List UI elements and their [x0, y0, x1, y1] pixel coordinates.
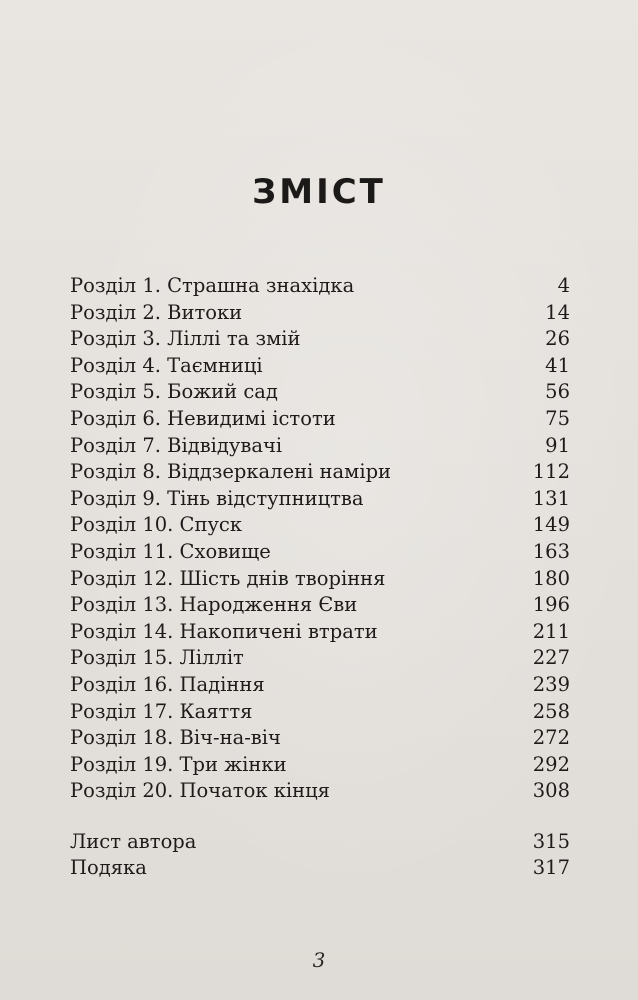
toc-page: 180	[532, 566, 570, 590]
toc-label: Розділ 17. Каяття	[70, 699, 253, 723]
toc-row	[70, 725, 570, 752]
toc-page: 308	[532, 779, 570, 803]
toc-page: 258	[532, 699, 570, 723]
toc-page: 4	[557, 274, 570, 297]
toc-label: Розділ 13. Народження Єви	[70, 593, 358, 617]
toc-label: Розділ 3. Ліллі та змій	[70, 327, 301, 351]
toc-page: 211	[532, 619, 570, 643]
toc-page: 41	[545, 353, 570, 377]
toc-row	[70, 353, 570, 380]
toc-row	[70, 379, 570, 406]
toc-label: Розділ 16. Падіння	[70, 672, 265, 696]
toc-row	[70, 672, 570, 699]
toc-row	[70, 273, 570, 300]
toc-row	[70, 512, 570, 539]
toc-label: Розділ 6. Невидимі істоти	[70, 406, 336, 430]
toc-row	[70, 619, 570, 646]
toc-row	[70, 300, 570, 327]
toc-page: 239	[532, 672, 570, 696]
toc-label: Розділ 15. Ліллiт	[70, 646, 244, 670]
toc-page: 292	[532, 752, 570, 776]
toc-page: 196	[532, 593, 570, 617]
toc-row	[70, 752, 570, 779]
toc-row	[70, 699, 570, 726]
toc-row	[70, 486, 570, 513]
toc-label: Розділ 9. Тінь відступництва	[70, 486, 364, 510]
chapter-list	[70, 273, 570, 805]
toc-row	[70, 406, 570, 433]
toc-page: 315	[532, 829, 570, 853]
toc-row	[70, 829, 570, 856]
toc-page: 227	[532, 646, 570, 670]
toc-label: Розділ 10. Спуск	[70, 513, 243, 537]
toc-page: 75	[545, 406, 570, 430]
toc-row	[70, 433, 570, 460]
extras-list	[70, 829, 570, 882]
toc-label: Розділ 19. Три жінки	[70, 752, 287, 776]
toc-page: 26	[545, 327, 570, 351]
toc-page: 149	[532, 513, 570, 537]
toc-row	[70, 778, 570, 805]
toc-label: Розділ 18. Віч-на-віч	[70, 726, 281, 750]
toc-page: 56	[545, 380, 570, 404]
toc-page: 131	[532, 486, 570, 510]
section-gap	[70, 805, 570, 829]
toc-page: 317	[532, 856, 570, 880]
toc-row	[70, 326, 570, 353]
toc-page: 91	[545, 433, 570, 457]
toc-row	[70, 459, 570, 486]
toc-row	[70, 592, 570, 619]
toc-label: Розділ 20. Початок кінця	[70, 779, 330, 803]
toc-row	[70, 566, 570, 593]
toc-row	[70, 539, 570, 566]
page-title: ЗМІСТ	[252, 172, 386, 212]
toc-label: Розділ 4. Таємниці	[70, 353, 263, 377]
toc-row	[70, 855, 570, 882]
toc-page: 272	[532, 726, 570, 750]
toc-page: 112	[532, 460, 570, 484]
toc-label: Розділ 8. Віддзеркалені наміри	[70, 460, 392, 484]
toc-label: Подяка	[70, 856, 147, 880]
toc-label: Лист автора	[70, 829, 197, 853]
toc-label: Розділ 7. Відвідувачі	[70, 433, 283, 457]
toc-page: 14	[545, 300, 570, 324]
toc-label: Розділ 11. Сховище	[70, 539, 271, 563]
page-number: 3	[312, 948, 326, 972]
toc-label: Розділ 1. Страшна знахідка	[70, 274, 355, 297]
toc-label: Розділ 5. Божий сад	[70, 380, 278, 404]
toc-page: 163	[532, 539, 570, 563]
table-of-contents	[70, 273, 570, 882]
toc-label: Розділ 2. Витоки	[70, 300, 243, 324]
toc-row	[70, 645, 570, 672]
toc-label: Розділ 12. Шість днів творіння	[70, 566, 386, 590]
toc-label: Розділ 14. Накопичені втрати	[70, 619, 378, 643]
